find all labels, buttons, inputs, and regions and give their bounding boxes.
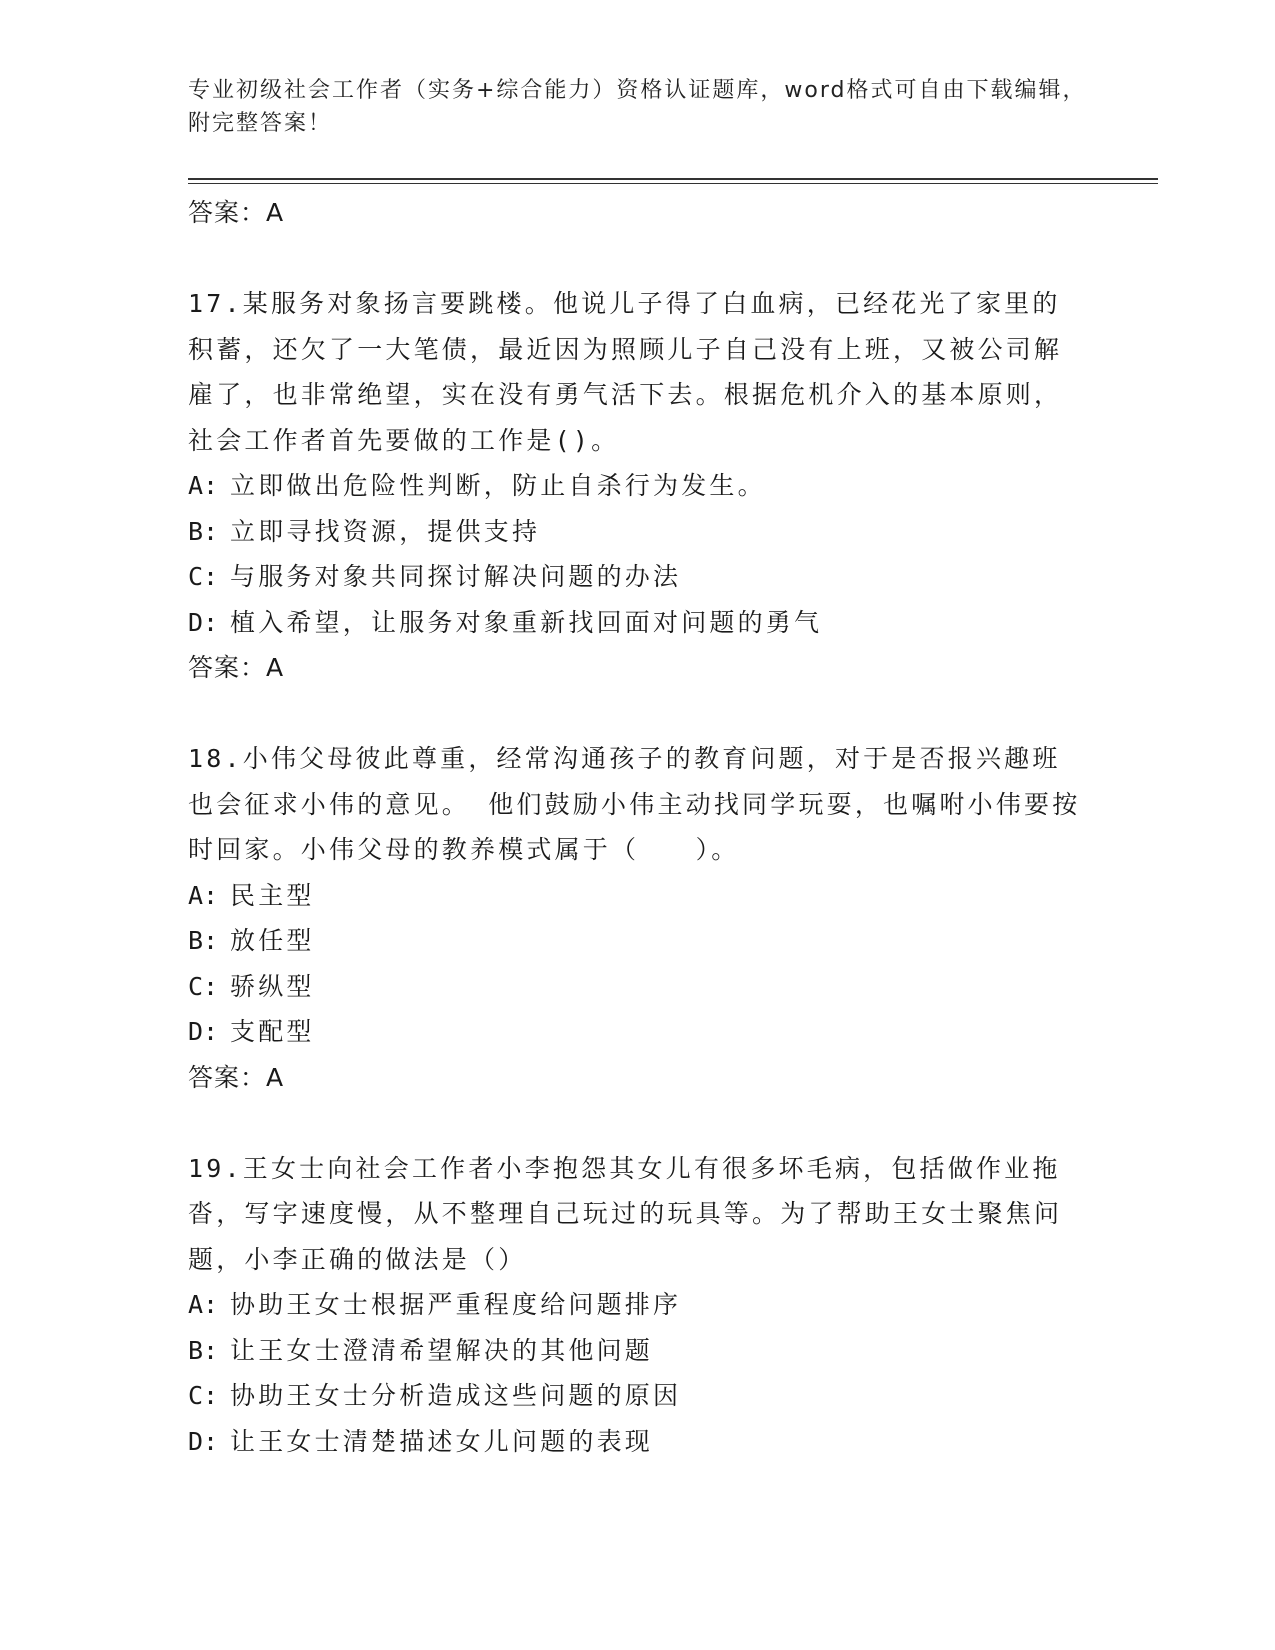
option-c (188, 964, 1088, 1010)
option-c (188, 1373, 1088, 1419)
option-letter: D: (188, 1017, 219, 1046)
option-letter: A: (188, 1290, 219, 1319)
option-letter: B: (188, 926, 219, 955)
spacer (188, 236, 1088, 281)
question-text: 17.某服务对象扬言要跳楼。他说儿子得了白血病，已经花光了家里的积蓄，还欠了一大笔债，最近因为照顾儿子自己没有上班，又被公司解雇了，也非常绝望，实在没有勇气活下去。根据危机介入的基本原则，社会工作者首先要做的工作是()。 (188, 289, 1063, 455)
answer-line: 答案：A (188, 1062, 285, 1092)
option-b (188, 1328, 1088, 1374)
option-text: 支配型 (230, 1017, 315, 1046)
spacer (188, 1101, 1088, 1146)
answer-line: 答案：A (188, 198, 285, 227)
option-text: 让王女士清楚描述女儿问题的表现 (230, 1426, 654, 1456)
question-block (188, 281, 1088, 691)
option-text: 民主型 (230, 880, 315, 910)
option-text: 与服务对象共同探讨解决问题的办法 (230, 562, 682, 591)
option-d (188, 1419, 1088, 1465)
question-text: 19.王女士向社会工作者小李抱怨其女儿有很多坏毛病，包括做作业拖沓，写字速度慢，从不整理自己玩过的玩具等。为了帮助王女士聚焦问题，小李正确的做法是（） (188, 1153, 1063, 1274)
option-a (188, 873, 1088, 919)
option-b (188, 509, 1088, 555)
document-header: 专业初级社会工作者（实务+综合能力）资格认证题库，word格式可自由下载编辑，附完整答案！ (188, 78, 1087, 136)
option-text: 骄纵型 (230, 971, 315, 1001)
option-letter: A: (188, 880, 219, 910)
option-d (188, 1009, 1088, 1055)
header-rule-thick (188, 178, 1158, 180)
option-text: 植入希望，让服务对象重新找回面对问题的勇气 (230, 607, 823, 637)
option-text: 让王女士澄清希望解决的其他问题 (230, 1335, 654, 1365)
option-text: 立即寻找资源，提供支持 (230, 516, 541, 546)
option-text: 协助王女士分析造成这些问题的原因 (230, 1381, 682, 1410)
option-text: 立即做出危险性判断，防止自杀行为发生。 (230, 471, 766, 500)
option-b (188, 918, 1088, 964)
option-letter: B: (188, 516, 219, 546)
question-block (188, 736, 1088, 1101)
question-block (188, 1146, 1088, 1465)
page-content (188, 190, 1088, 1464)
option-d (188, 600, 1088, 646)
question-text: 18.小伟父母彼此尊重，经常沟通孩子的教育问题，对于是否报兴趣班也会征求小伟的意见。 他们鼓励小伟主动找同学玩耍，也嘱咐小伟要按时回家。小伟父母的教养模式属于（ ）。 (188, 744, 1081, 864)
option-a (188, 463, 1088, 509)
option-letter: D: (188, 1426, 219, 1456)
option-letter: D: (188, 607, 219, 637)
option-letter: C: (188, 971, 219, 1001)
option-text: 放任型 (230, 926, 315, 955)
header-rule-thin (188, 183, 1158, 184)
answer-line: 答案：A (188, 653, 285, 682)
option-a (188, 1282, 1088, 1328)
option-text: 协助王女士根据严重程度给问题排序 (230, 1290, 682, 1319)
spacer (188, 691, 1088, 736)
option-letter: A: (188, 471, 219, 500)
option-letter: C: (188, 1381, 219, 1410)
option-letter: C: (188, 562, 219, 591)
option-letter: B: (188, 1335, 219, 1365)
option-c (188, 554, 1088, 600)
